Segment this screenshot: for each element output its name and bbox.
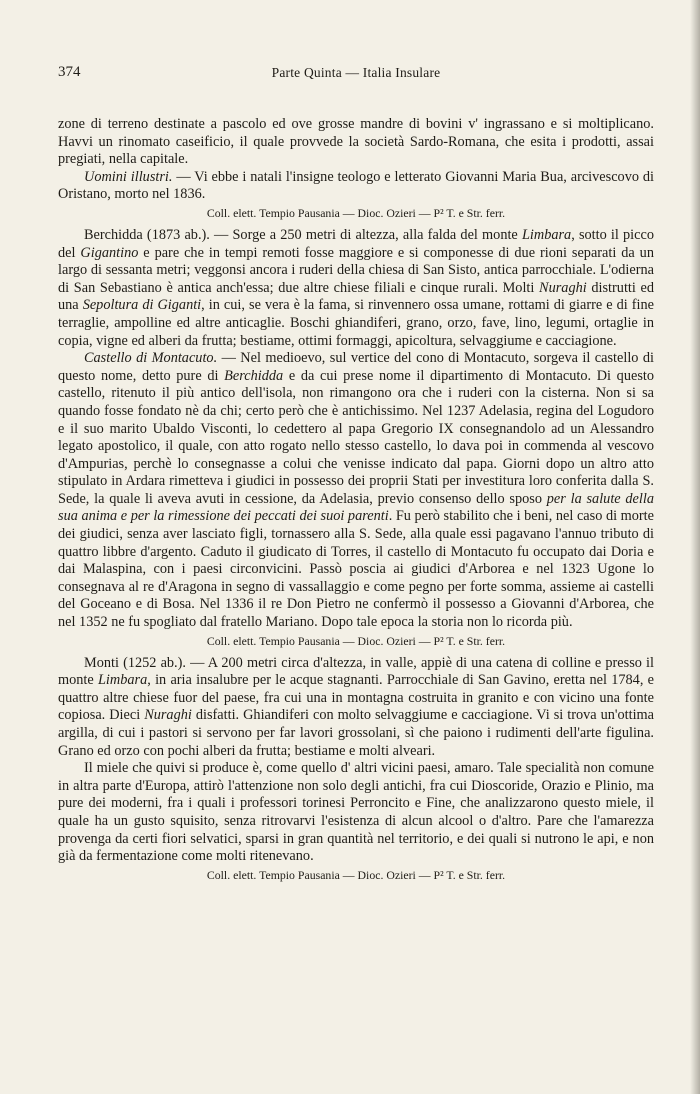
page-edge-shadow [690,0,700,1094]
page-number: 374 [58,64,81,80]
collegio-line-monti: Coll. elett. Tempio Pausania — Dioc. Ozieri — P² T. e Str. ferr. [206,867,506,882]
entry-title-berchidda: Berchidda [84,226,143,243]
entry-title-monti: Monti [84,654,119,671]
intro-paragraph: zone di terreno destinate a pascolo ed ove grosse mandre di bovini v' ingrassano e si moltiplicano. Havvi un rinomato caseificio, il quale provvede la società Sardo-Romana, che esita i prodotti, assai pregiati, nella capitale. [58,116,654,168]
collegio-line-montacuto: Coll. elett. Tempio Pausania — Dioc. Ozieri — P² T. e Str. ferr. [206,633,506,648]
miele-paragraph: Il miele che quivi si produce è, come quello d' altri vicini paesi, amaro. Tale specialità non comune in altra parte d'Europa, attirò l'attenzione non solo degli antichi, fra cui Dioscoride, Orazio e Plinio, ma pure dei moderni, fra i quali i professori torinesi Perroncito e Fine, che analizzarono questo miele, il quale ha un gusto squisito, senza ritrovarvi l'esistenza di alcun alcool o d'altro. Pare che l'amarezza provenga da certi fiori selvatici, sparsi in gran quantità nel territorio, e dei quali si nutrono le api, e non già da fermentazione come molti ritenevano. [58,760,654,865]
running-title: Parte Quinta — Italia Insulare [271,65,441,80]
uomini-illustri-paragraph [58,169,654,204]
section-label-uomini-illustri: Uomini illustri. [84,168,173,185]
entry-berchidda: Berchidda (1873 ab.). — Sorge a 250 metri di altezza, alla falda del monte Limbara, sotto il picco del Gigantino e pare che in tempi remoti fosse maggiore e si componesse di due rioni separati da un largo di sessanta metri; veggonsi ancora i ruderi della chiesa di San Sisto, antica parrocchiale. L'odierna di San Sebastiano è antica anch'essa; due altre chiese filiali e cinque rurali. Molti Nuraghi distrutti ed una Sepoltura di Giganti, in cui, se vera è la fama, si rinvennero ossa umane, rottami di giarre e di fine terraglie, ampolline ed altre anticaglie. Boschi ghiandiferi, grano, orzo, fave, lino, legumi, ortaglie in copia, vigne ed alberi da frutta; bestiame, ottimi formaggi, apicoltura, selvaggiume e cacciagione. [58,226,655,349]
page-header [58,64,654,86]
page-body [58,116,654,889]
collegio-line-berchidda: Coll. elett. Tempio Pausania — Dioc. Ozieri — P² T. e Str. ferr. [206,205,506,220]
uomini-illustri-text: — Vi ebbe i natali l'insigne teologo e letterato Giovanni Maria Bua, arcivescovo di Oristano, morto nel 1836. [58,168,654,203]
section-label-castello: Castello di Montacuto. [84,350,218,367]
castello-montacuto-paragraph: Castello di Montacuto. — Nel medioevo, sul vertice del cono di Montacuto, sorgeva il castello di questo nome, detto pure di Berchidda e da cui prese nome il dipartimento di Montacuto. Di questo castello, ritenuto il più antico dell'isola, non rimangono ora che i ruderi con la cisterna. Non si sa quando fosse fondato nè da chi; certo però che è antichissimo. Nel 1237 Adelasia, regina del Logudoro e il suo marito Ubaldo Visconti, lo cedettero al papa Gregorio IX consegnandolo ad un Alessandro legato apostolico, il quale, con atto rogato nello stesso castello, lo dava poi in commenda al vescovo d'Ampurias, perchè lo consegnasse a colui che venisse indicato dal papa. Giorni dopo un altro atto stipulato in Ardara rimetteva i giudici in possesso dei proprii Stati per investitura loro conferita dalla S. Sede, la quale li aveva avuti in cessione, da Adelasia, previo consenso dello sposo per la salute della sua anima e per la rimessione dei peccati dei suoi parenti. Fu però stabilito che i beni, nel caso di morte dei giudici, senza aver lasciato figli, tornassero alla S. Sede, alla quale essi pagavano l'annuo tributo di quattro libbre d'argento. Caduto il giudicato di Torres, il castello di Montacuto fu occupato dai Doria e dai Malaspina, con i paesi circonvicini. Passò poscia ai giudici d'Arborea e nel 1323 Ugone lo consegnava al re d'Aragona in segno di vassallaggio e come pegno per forte somma, assieme ai castelli del Goceano e di Bosa. Nel 1336 il re Don Pietro ne confermò il possesso a Giovanni d'Arborea, che nel 1352 ne fu spogliato dal fratello Mariano. Dopo tale epoca la storia non lo ricorda più. [58,350,654,631]
entry-monti: Monti (1252 ab.). — A 200 metri circa d'altezza, in valle, appiè di una catena di colline e presso il monte Limbara, in aria insalubre per le acque stagnanti. Parrocchiale di San Gavino, eretta nel 1784, e quattro altre chiese fuor del paese, fra cui una in montagna costruita in granito e con vicino una fonte copiosa. Dieci Nuraghi disfatti. Ghiandiferi con molto selvaggiume e cacciagione. Vi si trova un'ottima argilla, di cui i pastori si servono per far lavori grossolani, sì che paiono i rudimenti dell'arte figulina. Grano ed orzo con pochi alberi da frutta; bestiame e molti alveari. [58,654,655,759]
